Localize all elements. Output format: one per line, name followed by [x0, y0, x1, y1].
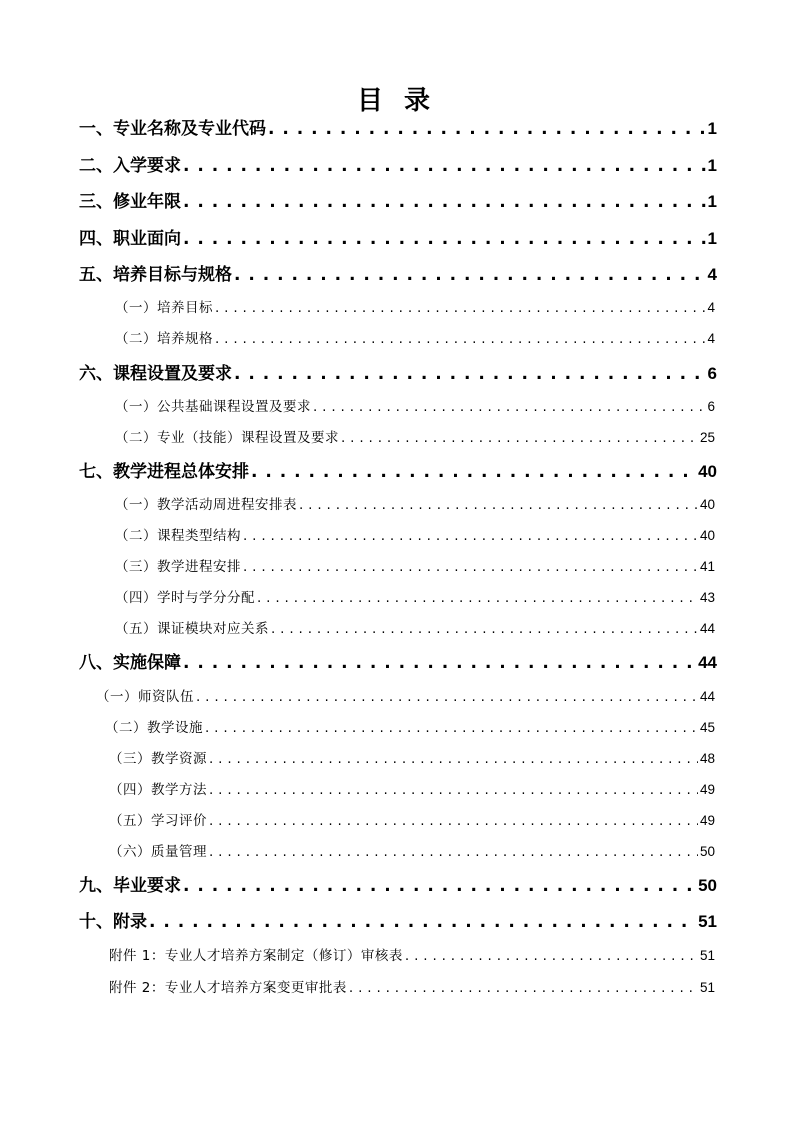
dot-leader [215, 329, 705, 349]
toc-subentry-8-4[interactable] [109, 780, 715, 800]
dot-leader [251, 461, 696, 483]
dot-leader [205, 718, 698, 738]
toc-entry-page: 40 [699, 528, 715, 543]
toc-entry-6[interactable] [79, 363, 717, 385]
toc-entry-label: 附件 1：专业人才培养方案制定（修订）审核表 [109, 948, 403, 964]
toc-entry-page: 49 [699, 813, 715, 828]
dot-leader [243, 526, 698, 546]
toc-entry-10[interactable] [79, 911, 717, 933]
toc-subentry-6-2[interactable] [115, 428, 715, 448]
toc-entry-page: 1 [707, 119, 717, 138]
toc-entry-label: （四）学时与学分分配 [115, 590, 255, 606]
toc-entry-label: 五、培养目标与规格 [79, 265, 232, 285]
toc-subentry-7-5[interactable] [115, 619, 715, 639]
toc-entry-label: 四、职业面向 [79, 229, 181, 249]
toc-entry-label: 三、修业年限 [79, 192, 181, 212]
toc-subentry-5-1[interactable] [115, 298, 715, 318]
dot-leader [209, 780, 698, 800]
toc-entry-page: 1 [707, 229, 717, 248]
toc-entry-page: 43 [699, 590, 715, 605]
toc-entry-label: 附件 2：专业人才培养方案变更审批表 [109, 980, 347, 996]
toc-entry-1[interactable] [79, 118, 717, 140]
toc-subentry-8-2[interactable] [105, 718, 715, 738]
toc-entry-5[interactable] [79, 264, 717, 286]
toc-entry-page: 6 [707, 364, 717, 383]
toc-title: 目 录 [356, 86, 437, 116]
dot-leader [183, 228, 706, 250]
dot-leader [234, 363, 706, 385]
toc-entry-page: 50 [699, 844, 715, 859]
dot-leader [183, 652, 696, 674]
toc-entry-4[interactable] [79, 228, 717, 250]
dot-leader [149, 911, 696, 933]
toc-entry-label: （一）师资队伍 [96, 689, 194, 705]
dot-leader [341, 428, 698, 448]
toc-entry-label: 二、入学要求 [79, 156, 181, 176]
toc-subentry-8-1[interactable] [96, 687, 715, 707]
toc-entry-label: 九、毕业要求 [79, 876, 181, 896]
toc-entry-label: 一、专业名称及专业代码 [79, 119, 266, 139]
toc-entry-label: （三）教学进程安排 [115, 559, 241, 575]
dot-leader [268, 118, 706, 140]
toc-entry-page: 49 [699, 782, 715, 797]
toc-entry-page: 45 [699, 720, 715, 735]
toc-entry-page: 40 [698, 462, 717, 481]
toc-entry-page: 44 [699, 689, 715, 704]
toc-entry-page: 44 [698, 653, 717, 672]
toc-entry-label: （五）学习评价 [109, 813, 207, 829]
toc-entry-label: （六）质量管理 [109, 844, 207, 860]
toc-entry-label: 八、实施保障 [79, 653, 181, 673]
toc-entry-label: （一）公共基础课程设置及要求 [115, 399, 311, 415]
toc-subentry-6-1[interactable] [115, 397, 715, 417]
toc-entry-page: 4 [707, 300, 715, 315]
toc-entry-label: （二）培养规格 [115, 331, 213, 347]
toc-entry-label: （二）专业（技能）课程设置及要求 [115, 430, 339, 446]
toc-entry-label: 七、教学进程总体安排 [79, 462, 249, 482]
toc-subentry-7-3[interactable] [115, 557, 715, 577]
toc-entry-page: 44 [699, 621, 715, 636]
toc-subentry-5-2[interactable] [115, 329, 715, 349]
toc-entry-page: 4 [707, 265, 717, 284]
dot-leader [257, 588, 698, 608]
toc-entry-page: 41 [699, 559, 715, 574]
toc-entry-page: 48 [699, 751, 715, 766]
toc-entry-label: （二）课程类型结构 [115, 528, 241, 544]
dot-leader [405, 946, 698, 966]
toc-subentry-7-2[interactable] [115, 526, 715, 546]
toc-entry-label: 六、课程设置及要求 [79, 364, 232, 384]
dot-leader [183, 875, 696, 897]
toc-subentry-7-4[interactable] [115, 588, 715, 608]
dot-leader [183, 155, 706, 177]
toc-entry-page: 1 [707, 156, 717, 175]
toc-entry-page: 51 [699, 980, 715, 995]
dot-leader [271, 619, 698, 639]
toc-subentry-7-1[interactable] [115, 495, 715, 515]
toc-entry-page: 25 [699, 430, 715, 445]
dot-leader [209, 811, 698, 831]
dot-leader [196, 687, 698, 707]
toc-entry-label: （二）教学设施 [105, 720, 203, 736]
dot-leader [209, 842, 698, 862]
toc-entry-page: 51 [699, 948, 715, 963]
toc-entry-label: 十、附录 [79, 912, 147, 932]
toc-entry-label: （五）课证模块对应关系 [115, 621, 269, 637]
toc-entry-page: 51 [698, 912, 717, 931]
toc-entry-9[interactable] [79, 875, 717, 897]
toc-entry-label: （一）教学活动周进程安排表 [115, 497, 297, 513]
toc-entry-3[interactable] [79, 191, 717, 213]
toc-entry-8[interactable] [79, 652, 717, 674]
toc-entry-2[interactable] [79, 155, 717, 177]
toc-subentry-8-6[interactable] [109, 842, 715, 862]
toc-entry-page: 6 [707, 399, 715, 414]
toc-entry-page: 40 [699, 497, 715, 512]
toc-appendix-2[interactable] [109, 978, 715, 998]
toc-entry-label: （四）教学方法 [109, 782, 207, 798]
toc-subentry-8-3[interactable] [109, 749, 715, 769]
dot-leader [299, 495, 698, 515]
toc-entry-label: （一）培养目标 [115, 300, 213, 316]
toc-appendix-1[interactable] [109, 946, 715, 966]
toc-entry-page: 50 [698, 876, 717, 895]
dot-leader [209, 749, 698, 769]
toc-entry-page: 4 [707, 331, 715, 346]
dot-leader [215, 298, 705, 318]
dot-leader [349, 978, 698, 998]
toc-entry-page: 1 [707, 192, 717, 211]
dot-leader [183, 191, 706, 213]
dot-leader [313, 397, 705, 417]
toc-entry-7[interactable] [79, 461, 717, 483]
dot-leader [234, 264, 706, 286]
toc-entry-label: （三）教学资源 [109, 751, 207, 767]
toc-subentry-8-5[interactable] [109, 811, 715, 831]
dot-leader [243, 557, 698, 577]
